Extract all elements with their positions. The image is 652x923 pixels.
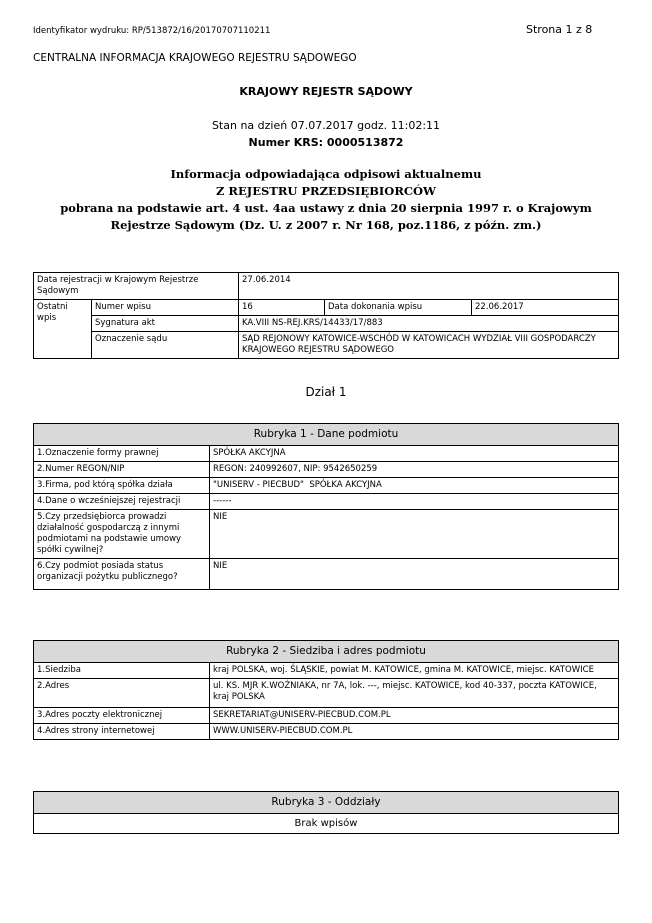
table-row <box>34 494 619 510</box>
registration-table <box>33 272 619 359</box>
table-row <box>34 559 619 590</box>
info-line-2: Z REJESTRU PRZEDSIĘBIORCÓW <box>216 184 436 198</box>
table-row <box>34 510 619 559</box>
state-date: Stan na dzień 07.07.2017 godz. 11:02:11 <box>211 119 441 132</box>
rubryka-1-table <box>33 423 619 590</box>
last-entry-label: Ostatni wpis <box>34 300 92 359</box>
empty-entries-text: Brak wpisów <box>34 814 619 834</box>
table-row <box>34 708 619 724</box>
info-heading <box>60 166 592 234</box>
field-label: 2.Numer REGON/NIP <box>34 462 210 478</box>
field-label: 2.Adres <box>34 679 210 708</box>
entry-date-label: Data dokonania wpisu <box>325 300 472 316</box>
field-label: 4.Dane o wcześniejszej rejestracji <box>34 494 210 510</box>
table-row <box>34 679 619 708</box>
field-value: WWW.UNISERV-PIECBUD.COM.PL <box>210 724 619 740</box>
registration-date-label: Data rejestracji w Krajowym Rejestrze Sądowym <box>34 273 239 300</box>
field-label: 1.Siedziba <box>34 663 210 679</box>
field-value: NIE <box>210 510 619 559</box>
rubryka-3-title: Rubryka 3 - Oddziały <box>34 792 619 814</box>
document-title: KRAJOWY REJESTR SĄDOWY <box>239 85 413 98</box>
signature-label: Sygnatura akt <box>92 316 239 332</box>
print-identifier: Identyfikator wydruku: RP/513872/16/20170707110211 <box>33 26 271 36</box>
field-value: "UNISERV - PIECBUD" SPÓŁKA AKCYJNA <box>210 478 619 494</box>
field-label: 4.Adres strony internetowej <box>34 724 210 740</box>
info-line-3: pobrana na podstawie art. 4 ust. 4aa ustawy z dnia 20 sierpnia 1997 r. o Krajowym Rejestrze Sądowym (Dz. U. z 2007 r. Nr 168, poz.1186, z późn. zm.) <box>60 201 592 232</box>
field-value: ------ <box>210 494 619 510</box>
krs-number: Numer KRS: 0000513872 <box>248 136 404 149</box>
field-value: SPÓŁKA AKCYJNA <box>210 446 619 462</box>
field-value: kraj POLSKA, woj. ŚLĄSKIE, powiat M. KATOWICE, gmina M. KATOWICE, miejsc. KATOWICE <box>210 663 619 679</box>
field-label: 5.Czy przedsiębiorca prowadzi działalność gospodarczą z innymi podmiotami na podstawie umowy spółki cywilnej? <box>34 510 210 559</box>
table-row <box>34 663 619 679</box>
rubryka-2-table <box>33 640 619 740</box>
field-value: NIE <box>210 559 619 590</box>
institution-name: CENTRALNA INFORMACJA KRAJOWEGO REJESTRU SĄDOWEGO <box>33 52 357 64</box>
entry-number-label: Numer wpisu <box>92 300 239 316</box>
table-row <box>34 462 619 478</box>
section-heading: Dział 1 <box>305 385 347 399</box>
field-label: 6.Czy podmiot posiada status organizacji pożytku publicznego? <box>34 559 210 590</box>
info-line-1: Informacja odpowiadająca odpisowi aktualnemu <box>170 167 482 181</box>
field-value: SEKRETARIAT@UNISERV-PIECBUD.COM.PL <box>210 708 619 724</box>
field-label: 1.Oznaczenie formy prawnej <box>34 446 210 462</box>
registration-date-value: 27.06.2014 <box>239 273 619 300</box>
field-value: ul. KS. MJR K.WOŹNIAKA, nr 7A, lok. ---, miejsc. KATOWICE, kod 40-337, poczta KATOWICE, kraj POLSKA <box>210 679 619 708</box>
rubryka-2-title: Rubryka 2 - Siedziba i adres podmiotu <box>34 641 619 663</box>
table-row <box>34 478 619 494</box>
court-label: Oznaczenie sądu <box>92 332 239 359</box>
field-label: 3.Adres poczty elektronicznej <box>34 708 210 724</box>
entry-number-value: 16 <box>239 300 325 316</box>
table-row <box>34 446 619 462</box>
signature-value: KA.VIII NS-REJ.KRS/14433/17/883 <box>239 316 619 332</box>
rubryka-3-table <box>33 791 619 834</box>
field-value: REGON: 240992607, NIP: 9542650259 <box>210 462 619 478</box>
field-label: 3.Firma, pod którą spółka działa <box>34 478 210 494</box>
page-number: Strona 1 z 8 <box>526 23 593 36</box>
entry-date-value: 22.06.2017 <box>472 300 619 316</box>
rubryka-1-title: Rubryka 1 - Dane podmiotu <box>34 424 619 446</box>
table-row <box>34 724 619 740</box>
court-value: SĄD REJONOWY KATOWICE-WSCHÓD W KATOWICACH WYDZIAŁ VIII GOSPODARCZY KRAJOWEGO REJESTRU SĄDOWEGO <box>239 332 619 359</box>
